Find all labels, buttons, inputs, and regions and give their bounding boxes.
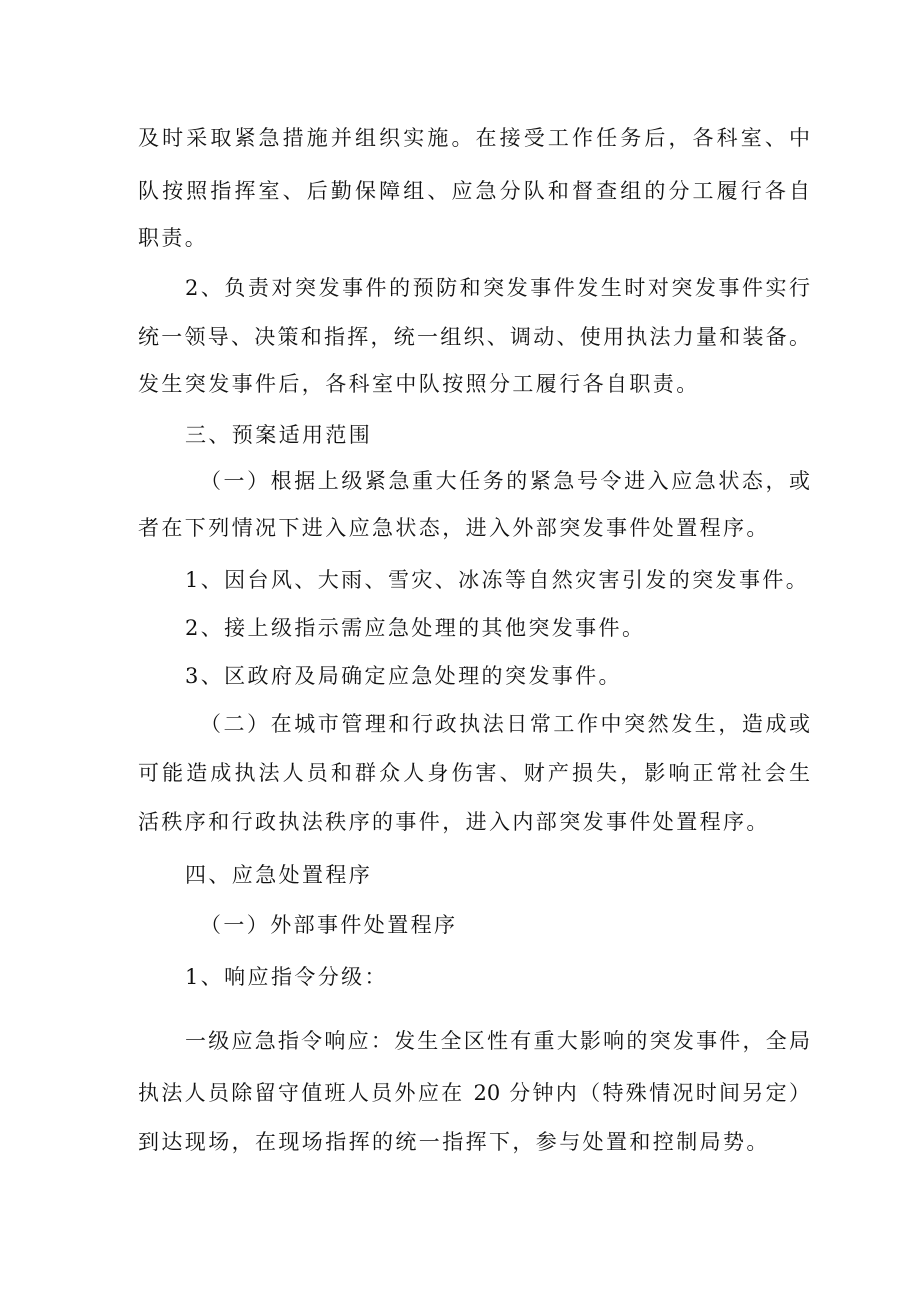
paragraph-line: 到达现场，在现场指挥的统一指挥下，参与处置和控制局势。 (138, 1130, 770, 1154)
list-item: 3、区政府及局确定应急处理的突发事件。 (185, 664, 622, 688)
list-item: 1、因台风、大雨、雪灾、冰冻等自然灾害引发的突发事件。 (185, 568, 810, 592)
paragraph-line: 发生突发事件后，各科室中队按照分工履行各自职责。 (138, 372, 700, 396)
section-heading: 三、预案适用范围 (185, 423, 373, 447)
paragraph-line: 2、负责对突发事件的预防和突发事件发生时对突发事件实行 (185, 276, 810, 300)
paragraph-line: 者在下列情况下进入应急状态，进入外部突发事件处置程序。 (138, 516, 770, 540)
paragraph-line: 活秩序和行政执法秩序的事件，进入内部突发事件处置程序。 (138, 810, 770, 834)
paragraph-line: （二）在城市管理和行政执法日常工作中突然发生，造成或 (200, 712, 810, 736)
subsection-heading: （一）外部事件处置程序 (200, 913, 458, 937)
section-heading: 四、应急处置程序 (185, 863, 373, 887)
paragraph-line: 队按照指挥室、后勤保障组、应急分队和督查组的分工履行各自 (138, 179, 810, 203)
list-item: 1、响应指令分级： (185, 965, 388, 989)
paragraph-line: 职责。 (138, 226, 209, 250)
list-item: 2、接上级指示需应急处理的其他突发事件。 (185, 616, 646, 640)
paragraph-line: 执法人员除留守值班人员外应在 20 分钟内（特殊情况时间另定） (138, 1081, 810, 1105)
paragraph-line: 可能造成执法人员和群众人身伤害、财产损失，影响正常社会生 (138, 761, 810, 785)
paragraph-line: 一级应急指令响应：发生全区性有重大影响的突发事件，全局 (185, 1029, 810, 1053)
paragraph-line: 及时采取紧急措施并组织实施。在接受工作任务后，各科室、中 (138, 126, 810, 150)
paragraph-line: 统一领导、决策和指挥，统一组织、调动、使用执法力量和装备。 (138, 325, 810, 349)
paragraph-line: （一）根据上级紧急重大任务的紧急号令进入应急状态，或 (200, 469, 810, 493)
